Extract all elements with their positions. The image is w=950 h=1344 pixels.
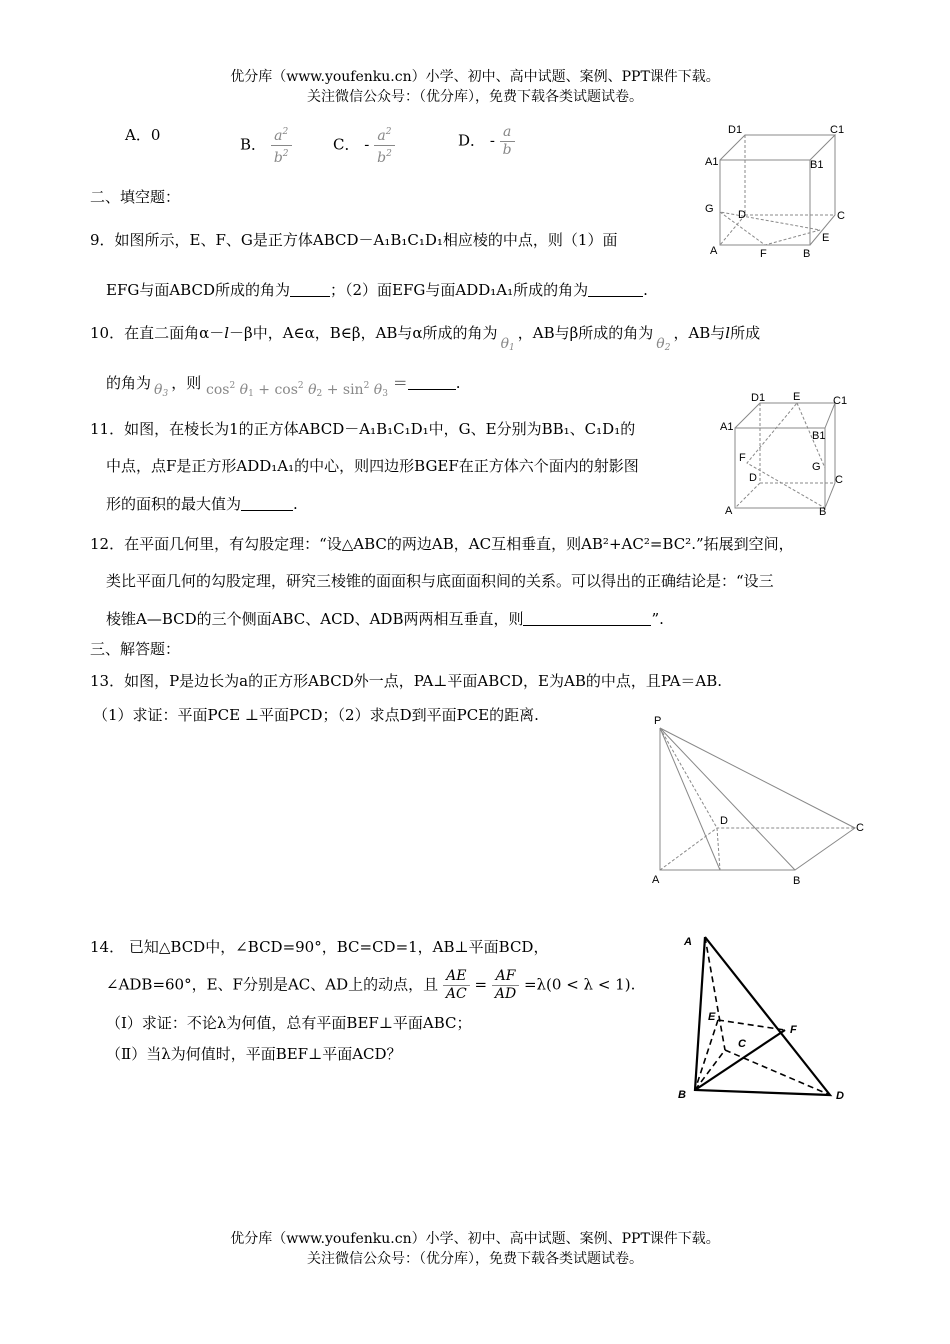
option-c-fraction: $\frac{a^2}{b^2}$ (374, 124, 395, 167)
label-e: E (822, 232, 830, 244)
label-a: A (684, 936, 692, 948)
label-f: F (790, 1024, 797, 1036)
answer-blank (408, 375, 456, 390)
q10-line-2: 的角为 $\theta_3$，则 $\cos^2 \theta_1 + \cos^2 \theta_2 + \sin^2 \theta_3$ ＝ . (106, 374, 461, 399)
label-d: D (836, 1090, 844, 1102)
q11-line-3: 形的面积的最大值为 . (106, 495, 298, 513)
q11-line-1: 11．如图，在棱长为1的正方体ABCD－A₁B₁C₁D₁中，G、E分别为BB₁、C₁D₁的 (90, 420, 636, 438)
answer-blank (290, 282, 330, 297)
q12-line-2: 类比平面几何的勾股定理，研究三棱锥的面面积与底面面积间的关系。可以得出的正确结论是：“设三 (106, 572, 774, 590)
label-b: B (819, 506, 827, 518)
label-d: D (720, 815, 728, 827)
label-f: F (760, 248, 767, 260)
label-a: A (652, 874, 660, 886)
footer-line-1: 优分库（www.youfenku.cn）小学、初中、高中试题、案例、PPT课件下载。 (230, 1231, 720, 1247)
option-d: D． - $\frac{a}{b}$ (458, 124, 515, 159)
answer-blank (241, 496, 293, 511)
cube-figure-q9 (700, 120, 860, 265)
label-c1: C1 (833, 395, 848, 407)
section-fill-in: 二、填空题： (90, 188, 181, 206)
label-d1: D1 (751, 392, 766, 404)
option-b-fraction: $\frac{a^2}{b^2}$ (271, 124, 292, 167)
answer-blank (588, 282, 643, 297)
q14-part-1: （Ⅰ）求证：不论λ为何值，总有平面BEF⊥平面ABC； (106, 1014, 472, 1032)
label-b: B (793, 875, 801, 887)
q10-line-1: 10．在直二面角α－l－β中，A∈α，B∈β，AB与α所成的角为$\theta_1$，AB与β所成的角为$\theta_2$，AB与l所成 (90, 324, 761, 353)
q9-line-2: EFG与面ABCD所成的角为 ；（2）面EFG与面ADD₁A₁所成的角为 . (106, 281, 648, 299)
label-b1: B1 (812, 430, 826, 442)
label-b1: B1 (810, 159, 824, 171)
q9-line-1: 9．如图所示，E、F、G是正方体ABCD－A₁B₁C₁D₁相应棱的中点，则（1）面 (90, 231, 618, 249)
tetrahedron-figure-q14 (670, 925, 860, 1105)
q14-line-1: 14． 已知△BCD中，∠BCD=90°，BC=CD=1，AB⊥平面BCD， (90, 938, 549, 956)
trig-expression: $\cos^2 \theta_1 + \cos^2 \theta_2 + \sin^2 \theta_3$ (205, 381, 388, 399)
q14-line-2: ∠ADB=60°，E、F分别是AC、AD上的动点，且 $\frac{AE}{AC}$ = $\frac{AF}{AD}$ =λ(0 < λ < 1). (106, 968, 636, 1002)
cube-figure-q11 (715, 388, 855, 523)
header-line-1: 优分库（www.youfenku.cn）小学、初中、高中试题、案例、PPT课件下载。 (230, 69, 720, 85)
answer-blank (523, 611, 651, 626)
label-d: D (738, 209, 746, 221)
label-d: D (749, 472, 757, 484)
label-c: C (835, 474, 843, 486)
label-f: F (739, 452, 746, 464)
option-c: C． - $\frac{a^2}{b^2}$ (333, 124, 395, 167)
q11-line-2: 中点，点F是正方形ADD₁A₁的中心，则四边形BGEF在正方体六个面内的射影图 (106, 457, 639, 475)
header-line-2: 关注微信公众号：（优分库），免费下载各类试题试卷。 (307, 89, 643, 105)
label-e: E (793, 391, 801, 403)
q13-line-2: （1）求证：平面PCE ⊥平面PCD；（2）求点D到平面PCE的距离. (93, 706, 539, 724)
label-c: C (856, 822, 864, 834)
label-e: E (708, 1011, 716, 1023)
label-c1: C1 (830, 124, 845, 136)
ratio-af-ad: $\frac{AF}{AD}$ (492, 968, 519, 1003)
label-b: B (678, 1089, 686, 1101)
label-a: A (725, 505, 733, 517)
option-b: B． $\frac{a^2}{b^2}$ (240, 124, 292, 167)
option-a: A．0 (125, 126, 161, 144)
label-a1: A1 (720, 421, 734, 433)
label-g: G (705, 203, 714, 215)
q12-line-3: 棱锥A—BCD的三个侧面ABC、ACD、ADB两两相互垂直，则 ”. (106, 610, 664, 628)
minus-sign: - (489, 131, 495, 150)
label-c: C (837, 210, 845, 222)
label-a: A (710, 245, 718, 257)
q14-part-2: （Ⅱ）当λ为何值时，平面BEF⊥平面ACD？ (106, 1045, 402, 1063)
label-p: P (654, 715, 662, 727)
q13-line-1: 13．如图，P是边长为a的正方形ABCD外一点，PA⊥平面ABCD，E为AB的中点，且PA＝AB. (90, 672, 723, 690)
label-b: B (803, 248, 811, 260)
option-d-fraction: $\frac{a}{b}$ (500, 124, 515, 159)
section-solve: 三、解答题： (90, 640, 181, 658)
label-a1: A1 (705, 156, 719, 168)
label-g: G (812, 461, 821, 473)
minus-sign: - (364, 135, 370, 154)
label-d1: D1 (728, 124, 743, 136)
ratio-ae-ac: $\frac{AE}{AC}$ (443, 968, 470, 1003)
footer-line-2: 关注微信公众号：（优分库），免费下载各类试题试卷。 (307, 1251, 643, 1267)
label-c: C (738, 1038, 746, 1050)
q12-line-1: 12．在平面几何里，有勾股定理：“设△ABC的两边AB，AC互相垂直，则AB²+AC²=BC².”拓展到空间， (90, 535, 794, 553)
pyramid-figure-q13 (645, 710, 870, 895)
